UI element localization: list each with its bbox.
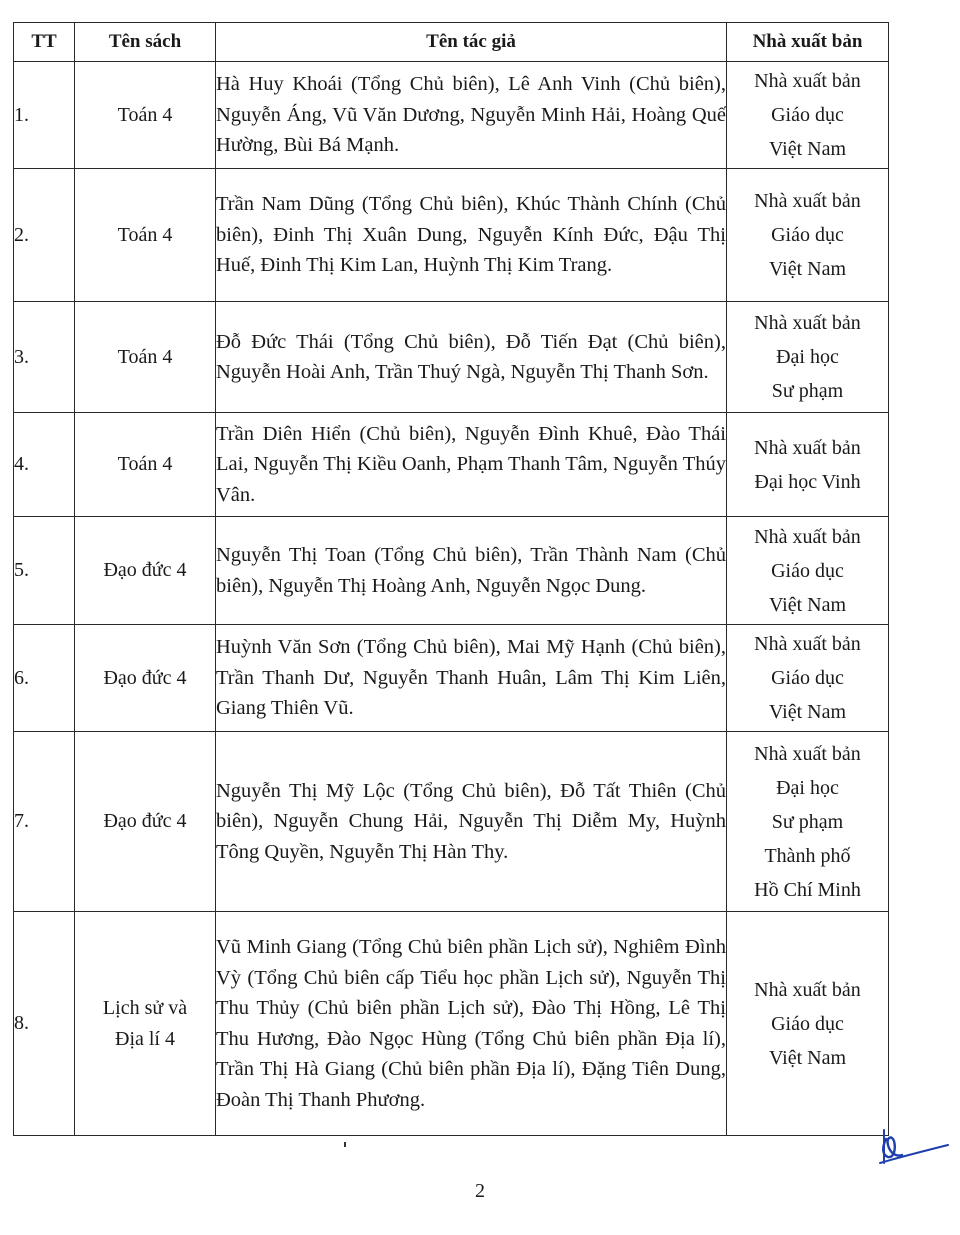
table-row [14, 169, 889, 302]
book-name-line: Lịch sử và [102, 996, 188, 1019]
header-book-name: Tên sách [75, 23, 216, 62]
row-publisher [727, 517, 889, 625]
row-authors: Nguyễn Thị Mỹ Lộc (Tổng Chủ biên), Đỗ Tất Thiên (Chủ biên), Nguyễn Chung Hải, Nguyễn Thị Diễm My, Huỳnh Tông Quyền, Nguyễn Thị Hàn Thy. [216, 732, 727, 912]
page-number: 2 [475, 1180, 485, 1202]
publisher-line: Việt Nam [768, 593, 847, 616]
publisher-line: Đại học [776, 776, 839, 799]
row-publisher [727, 912, 889, 1136]
row-tt: 8. [14, 912, 75, 1136]
scan-mark [344, 1142, 346, 1147]
publisher-line: Nhà xuất bản [754, 525, 861, 548]
publisher-line: Sư phạm [771, 380, 844, 402]
publisher-line: Việt Nam [768, 138, 847, 160]
table-row [14, 912, 889, 1136]
row-publisher [727, 413, 889, 517]
row-tt: 6. [14, 625, 75, 732]
row-tt: 7. [14, 732, 75, 912]
publisher-line: Việt Nam [768, 701, 847, 723]
row-tt: 4. [14, 413, 75, 517]
row-book-name: Đạo đức 4 [75, 732, 216, 912]
row-publisher [727, 169, 889, 302]
publisher-line: Nhà xuất bản [754, 190, 861, 212]
row-book-name: Toán 4 [75, 302, 216, 413]
book-name-line: Địa lí 4 [115, 1027, 175, 1050]
row-book-name: Đạo đức 4 [75, 625, 216, 732]
row-publisher [727, 62, 889, 169]
publisher-line: Giáo dục [771, 559, 844, 582]
table-row [14, 302, 889, 413]
publisher-line: Nhà xuất bản [754, 436, 861, 459]
row-publisher [727, 625, 889, 732]
table-row [14, 732, 889, 912]
row-book-name [75, 912, 216, 1136]
row-book-name: Toán 4 [75, 169, 216, 302]
publisher-line: Hồ Chí Minh [754, 878, 861, 901]
row-tt: 5. [14, 517, 75, 625]
row-authors: Đỗ Đức Thái (Tổng Chủ biên), Đỗ Tiến Đạt (Chủ biên), Nguyễn Hoài Anh, Trần Thuý Ngà, Nguyễn Thị Thanh Sơn. [216, 302, 727, 413]
row-tt: 2. [14, 169, 75, 302]
publisher-line: Thành phố [764, 844, 851, 867]
publisher-line: Nhà xuất bản [754, 633, 861, 655]
publisher-line: Nhà xuất bản [754, 312, 861, 334]
table-row [14, 413, 889, 517]
publisher-line: Giáo dục [771, 1012, 844, 1035]
row-tt: 3. [14, 302, 75, 413]
row-authors: Vũ Minh Giang (Tổng Chủ biên phần Lịch sử), Nghiêm Đình Vỳ (Tổng Chủ biên cấp Tiểu học phần Lịch sử), Nguyễn Thị Thu Thủy (Chủ biên phần Lịch sử), Đào Thị Hồng, Lê Thị Thu Hương, Đào Ngọc Hùng (Tổng Chủ biên phần Địa lí), Trần Thị Hà Giang (Chủ biên phần Địa lí), Đặng Tiên Dung, Đoàn Thị Thanh Phương. [216, 912, 727, 1136]
publisher-line: Nhà xuất bản [754, 70, 861, 92]
row-authors: Nguyễn Thị Toan (Tổng Chủ biên), Trần Thành Nam (Chủ biên), Nguyễn Thị Hoàng Anh, Nguyễn Ngọc Dung. [216, 517, 727, 625]
table-row [14, 517, 889, 625]
row-publisher [727, 302, 889, 413]
signature-initial [872, 1125, 952, 1170]
publisher-line: Đại học [776, 346, 839, 368]
row-book-name: Toán 4 [75, 413, 216, 517]
header-publisher: Nhà xuất bản [727, 23, 889, 62]
publisher-line: Việt Nam [768, 1046, 847, 1069]
publisher-line: Nhà xuất bản [754, 742, 861, 765]
row-tt: 1. [14, 62, 75, 169]
header-authors: Tên tác giả [216, 23, 727, 62]
publisher-line: Nhà xuất bản [754, 978, 861, 1001]
textbook-table [13, 22, 889, 1136]
row-book-name: Toán 4 [75, 62, 216, 169]
table-row [14, 62, 889, 169]
table-row [14, 625, 889, 732]
publisher-line: Giáo dục [771, 667, 844, 689]
row-authors: Trần Nam Dũng (Tổng Chủ biên), Khúc Thành Chính (Chủ biên), Đinh Thị Xuân Dung, Nguyễn Kính Đức, Đậu Thị Huế, Đinh Thị Kim Lan, Huỳnh Thị Kim Trang. [216, 169, 727, 302]
header-tt: TT [14, 23, 75, 62]
row-publisher [727, 732, 889, 912]
publisher-line: Giáo dục [771, 224, 844, 246]
row-book-name: Đạo đức 4 [75, 517, 216, 625]
row-authors: Trần Diên Hiển (Chủ biên), Nguyễn Đình Khuê, Đào Thái Lai, Nguyễn Thị Kiều Oanh, Phạm Thanh Tâm, Nguyễn Thúy Vân. [216, 413, 727, 517]
publisher-line: Đại học Vinh [754, 470, 861, 493]
table-header-row [14, 23, 889, 62]
publisher-line: Sư phạm [771, 810, 844, 833]
publisher-line: Giáo dục [771, 104, 844, 126]
publisher-line: Việt Nam [768, 258, 847, 280]
row-authors: Huỳnh Văn Sơn (Tổng Chủ biên), Mai Mỹ Hạnh (Chủ biên), Trần Thanh Dư, Nguyễn Thanh Huân, Lâm Thị Kim Liên, Giang Thiên Vũ. [216, 625, 727, 732]
row-authors: Hà Huy Khoái (Tổng Chủ biên), Lê Anh Vinh (Chủ biên), Nguyễn Áng, Vũ Văn Dương, Nguyễn Minh Hải, Hoàng Quế Hường, Bùi Bá Mạnh. [216, 62, 727, 169]
